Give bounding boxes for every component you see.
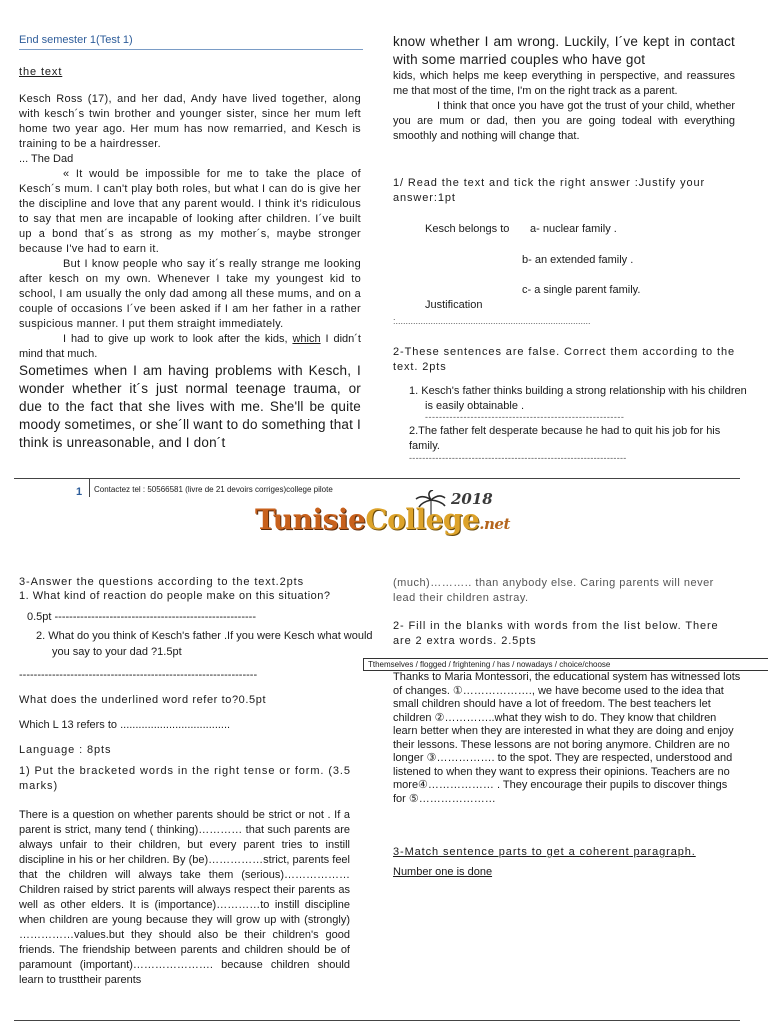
underlined-word: which <box>292 333 321 345</box>
q1-stem: Kesch belongs to <box>425 223 510 235</box>
fill-blanks-text: Thanks to Maria Montessori, the educational system has witnessed lots of changes. ①………………., we have become used to the idea that small children should have a lot of freedom. The best teachers let children ②…………..what they wish to do. They know that children learn better when they are interested in what they are doing and enjoy their lessons. These lessons are not boring anymore. Children are no longer ③……………. to the spot. They are respected, understood and listened to when they want to express their opinions. Teachers are no more④……………… . They encourage their pupils to discover things for ⑤………………… <box>393 671 741 805</box>
bracketed-words-text: There is a question on whether parents should be strict or not . If a parent is strict, many tend ( thinking)………… that such parents are always unfair to their children, but every parent tries to instill discipline in his or her children. By (be)……………strict, parents feel that the children will always take them (serious)……………… Children raised by strict parents will always respect their parents as well as other elders. It is (importance)…………to instill discipline when children are young because they will grow up with (strongly) ……………values.but they should also be their children's good friends. The friendship between parents and children should be of paramount (important)…………………. because children should learn to trusttheir parents <box>19 809 350 986</box>
q2-sentence-1: 1. Kesch's father thinks building a strong relationship with his children is easily obtainable . <box>409 385 747 412</box>
word-list: Tthemselves / flogged / frightening / has / nowadays / choice/choose <box>368 660 611 669</box>
justification-answer-line[interactable]: :.............................................................................. <box>393 316 591 326</box>
q1-option-b[interactable]: b- an extended family . <box>522 254 634 266</box>
logo-tunisie: Tunisie <box>255 503 366 536</box>
much-continuation: (much)……….. than anybody else. Caring parents will never lead their children astray. <box>393 577 714 604</box>
q2-answer-line-1[interactable]: --------------------------------------------------------- <box>425 412 625 422</box>
text-paragraph-3: But I know people who say it´s really strange me looking after kesch on my own. Whenever I take my youngest kid to school, I am usually the only dad among all these mums, and on a couple of occasions I´ve been asked if I am her father in a rather suspicious manner. I put them straight immediately. <box>19 258 361 330</box>
p4-after: I didn´t mind that much. <box>19 333 361 360</box>
q3-item-1: 1. What kind of reaction do people make on this situation? <box>19 590 331 602</box>
q3-item-1-line[interactable]: 0.5pt ------------------------------------------------------- <box>27 611 256 623</box>
q3-item-2: 2. What do you think of Kesch's father .If you were Kesch what would you say to your dad ?1.5pt <box>36 630 373 658</box>
underlined-word-question: What does the underlined word refer to?0.5pt <box>19 694 267 706</box>
footer-rule <box>14 478 740 479</box>
q1-option-c[interactable]: c- a single parent family. <box>522 284 641 296</box>
text-continuation-1: know whether I am wrong. Luckily, I´ve kept in contact with some married couples who have got <box>393 34 735 67</box>
q2-sentence-2: 2.The father felt desperate because he had to quit his job for his family. <box>409 425 721 452</box>
logo-college: College <box>365 503 480 536</box>
text-paragraph-2: « It would be impossible for me to take the place of Kesch´s mum. I can't play both roles, but what I can do is give her the discipline and love that any parent would. I think it's ridiculous to say that men are incapable of looking after children. I´ve built up a bond that´s as strong as my mother´s, maybe stronger because I've had to earn it. <box>19 168 361 255</box>
page-number: 1 <box>76 486 83 498</box>
the-dad-label: ... The Dad <box>19 153 74 165</box>
justification-label: Justification <box>425 299 483 311</box>
word-list-box <box>363 658 768 671</box>
right-top-column <box>393 33 735 144</box>
text-continuation-2: kids, which helps me keep everything in perspective, and reassures me that most of the time, I'm on the right track as a parent. <box>393 70 735 97</box>
question-2: 2-These sentences are false. Correct them according to the text. 2pts <box>393 346 736 373</box>
language-question-1: 1) Put the bracketed words in the right tense or form. (3.5 marks) <box>19 765 351 792</box>
p4-before: I had to give up work to look after the kids, <box>63 333 288 345</box>
number-one-done: Number one is done <box>393 866 493 878</box>
q1-option-a[interactable]: a- nuclear family . <box>530 223 617 235</box>
footer-contact: Contactez tel : 50566581 (livre de 21 devoirs corriges)college pilote <box>94 485 333 494</box>
text-paragraph-5: Sometimes when I am having problems with Kesch, I wonder whether it´s just normal teenage trauma, or due to the fact that she lives with me. She'll be quite moody sometimes, or she´ll want to do something that I think is unreasonable, and I don´t <box>19 363 361 450</box>
the-text-label: the text <box>19 66 63 78</box>
text-paragraph-1: Kesch Ross (17), and her dad, Andy have lived together, along with kesch´s twin brother and younger sister, since her mum left home two year ago. Her mum has now remarried, and Kesch is training to be a hairdresser. <box>19 93 361 150</box>
question-1: 1/ Read the text and tick the right answer :Justify your answer:1pt <box>393 177 706 204</box>
q3-item-2-line[interactable]: ----------------------------------------------------------------- <box>19 669 258 681</box>
match-question: 3-Match sentence parts to get a coherent paragraph. <box>393 846 696 858</box>
q2-answer-line-2[interactable]: ------------------------------------------------------------------ <box>409 453 627 463</box>
site-logo <box>255 490 525 550</box>
logo-year: 2018 <box>451 490 493 508</box>
fill-blanks-question: 2- Fill in the blanks with words from the list below. There are 2 extra words. 2.5pts <box>393 620 719 647</box>
bottom-rule <box>14 1020 740 1021</box>
title-divider <box>19 49 363 50</box>
footer-divider <box>89 479 90 497</box>
which-l13-line[interactable]: Which L 13 refers to .................................... <box>19 719 231 731</box>
reading-text <box>19 92 361 452</box>
logo-net: .net <box>479 515 510 533</box>
language-heading: Language : 8pts <box>19 744 112 756</box>
text-continuation-3: I think that once you have got the trust of your child, whether you are mum or dad, then you are going todeal with everything smoothly and nothing will change that. <box>393 100 735 142</box>
title-text: End semester 1(Test 1) <box>19 34 133 46</box>
logo-wordmark <box>255 504 510 540</box>
question-3: 3-Answer the questions according to the text.2pts <box>19 576 305 588</box>
page-title <box>19 33 364 48</box>
text-paragraph-4 <box>19 332 361 362</box>
